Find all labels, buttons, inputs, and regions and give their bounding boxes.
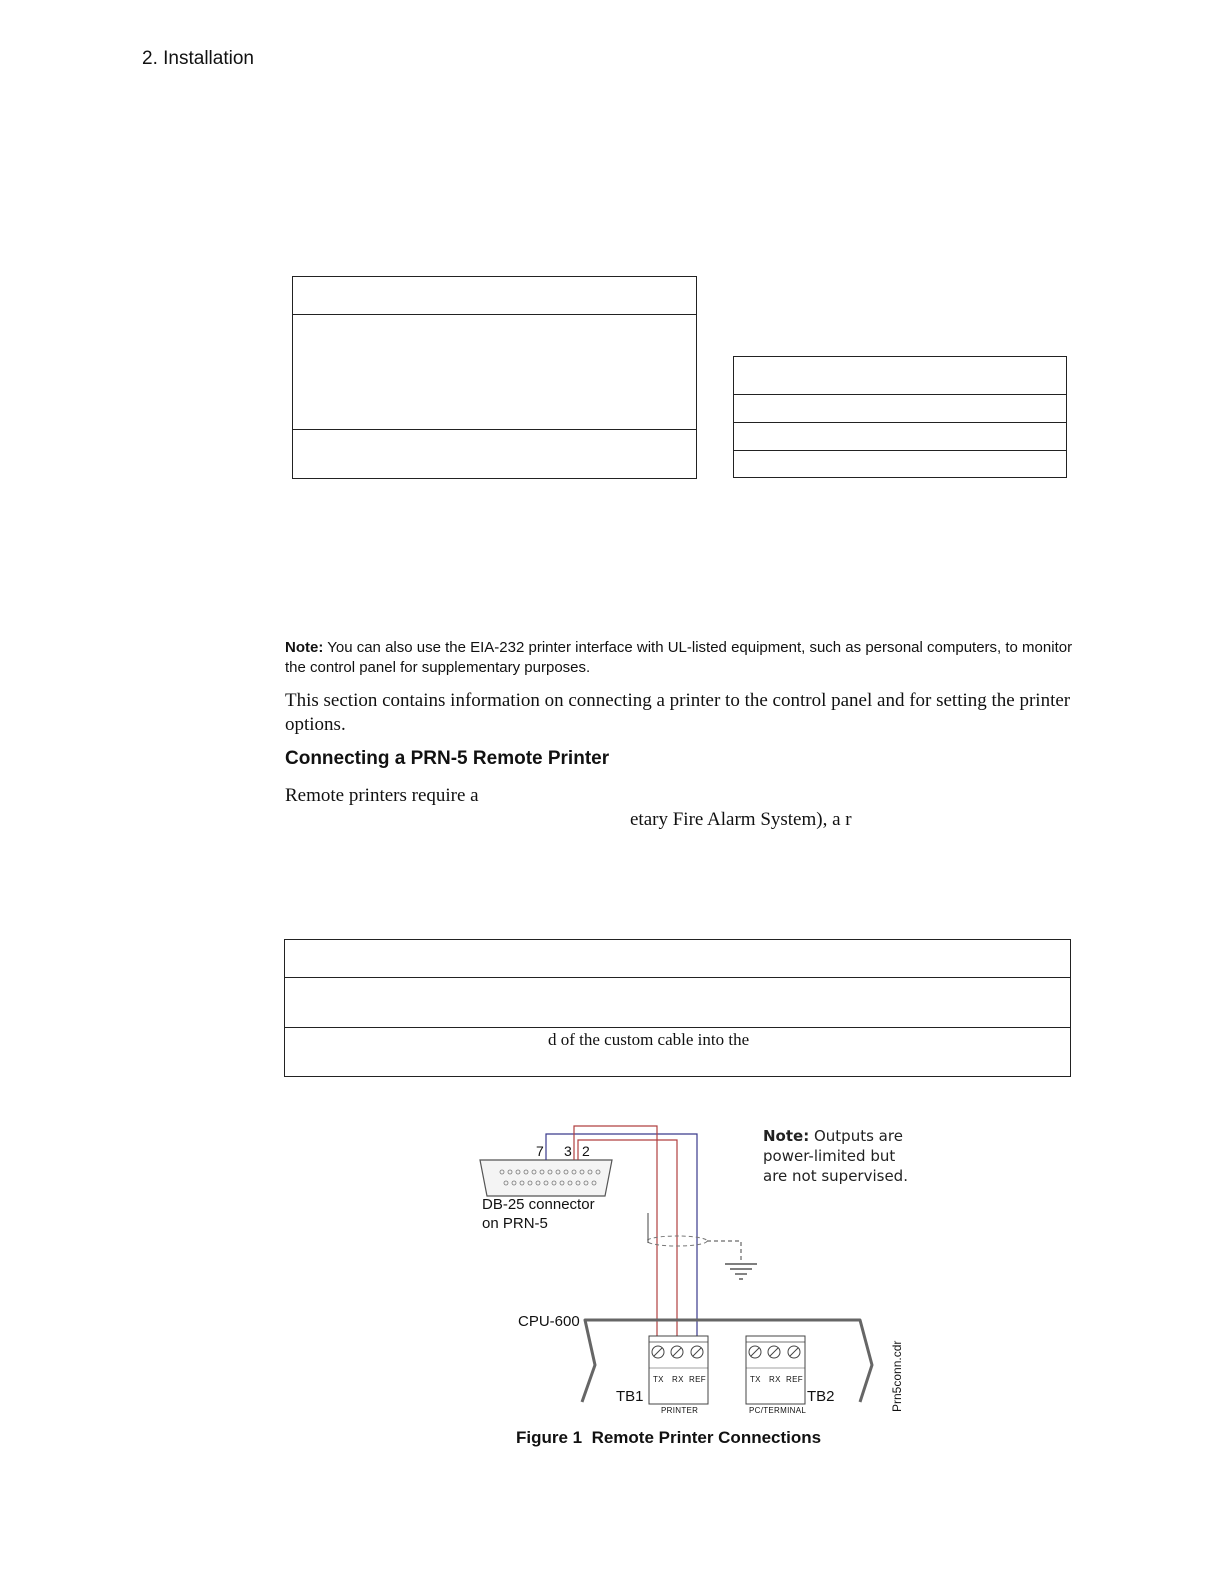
intro-paragraph: This section contains information on connecting a printer to the control panel and for setting the printer options.	[285, 690, 1071, 735]
file-label: Prn5conn.cdr	[890, 1340, 904, 1412]
table-row	[734, 422, 1066, 423]
procedure-table	[284, 939, 1071, 1077]
paragraph-fragment-2: etary Fire Alarm System), a r	[630, 809, 852, 830]
ground-icon	[725, 1264, 757, 1279]
section-heading: Connecting a PRN-5 Remote Printer	[285, 748, 610, 769]
tb2-sublabel: PC/TERMINAL	[749, 1406, 807, 1415]
pin-label-7: 7	[536, 1143, 544, 1159]
table-row	[285, 1027, 1070, 1028]
table-row	[734, 450, 1066, 451]
figure-caption: Figure 1 Remote Printer Connections	[516, 1428, 822, 1447]
tb1-sublabel: PRINTER	[661, 1406, 699, 1415]
tb1-terminal-ref: REF	[689, 1375, 706, 1384]
figure-note-label: Note:	[763, 1127, 810, 1145]
note-label: Note:	[285, 639, 324, 656]
pin-label-2: 2	[582, 1143, 590, 1159]
table-row	[293, 314, 696, 315]
tb2-screws	[749, 1346, 800, 1358]
figure-note-line-2: power-limited but	[763, 1147, 896, 1165]
figure-note-line-1: Outputs are	[813, 1127, 903, 1145]
tb2-terminal-rx: RX	[769, 1375, 781, 1384]
table-row	[285, 977, 1070, 978]
tb1-terminal-rx: RX	[672, 1375, 684, 1384]
table-row	[734, 394, 1066, 395]
tb2-terminal-ref: REF	[786, 1375, 803, 1384]
empty-table-left	[292, 276, 697, 479]
db25-connector-shell	[480, 1160, 612, 1196]
tb2-label: TB2	[807, 1388, 835, 1405]
ground-wire	[707, 1241, 741, 1260]
table-cell-fragment: d of the custom cable into the	[548, 1030, 750, 1049]
db25-label-line-2: on PRN-5	[482, 1215, 548, 1232]
paragraph-fragment-1: Remote printers require a	[285, 785, 479, 806]
tb1-terminal-tx: TX	[653, 1375, 664, 1384]
tb1-label: TB1	[616, 1388, 644, 1405]
figure-note-line-3: are not supervised.	[763, 1167, 908, 1185]
note-text: You can also use the EIA-232 printer interface with UL-listed equipment, such as personal computers, to monitor the control panel for supplementary purposes.	[285, 639, 1073, 676]
db25-label: DB-25 connector	[482, 1196, 595, 1213]
table-row	[293, 429, 696, 430]
empty-table-right	[733, 356, 1067, 478]
tb1-screws	[652, 1346, 703, 1358]
pin-label-3: 3	[564, 1143, 572, 1159]
figure-note	[763, 1126, 908, 1186]
tb2-terminal-tx: TX	[750, 1375, 761, 1384]
running-head: 2. Installation	[142, 48, 254, 69]
note	[285, 638, 1085, 678]
cpu-label: CPU-600	[518, 1313, 580, 1330]
